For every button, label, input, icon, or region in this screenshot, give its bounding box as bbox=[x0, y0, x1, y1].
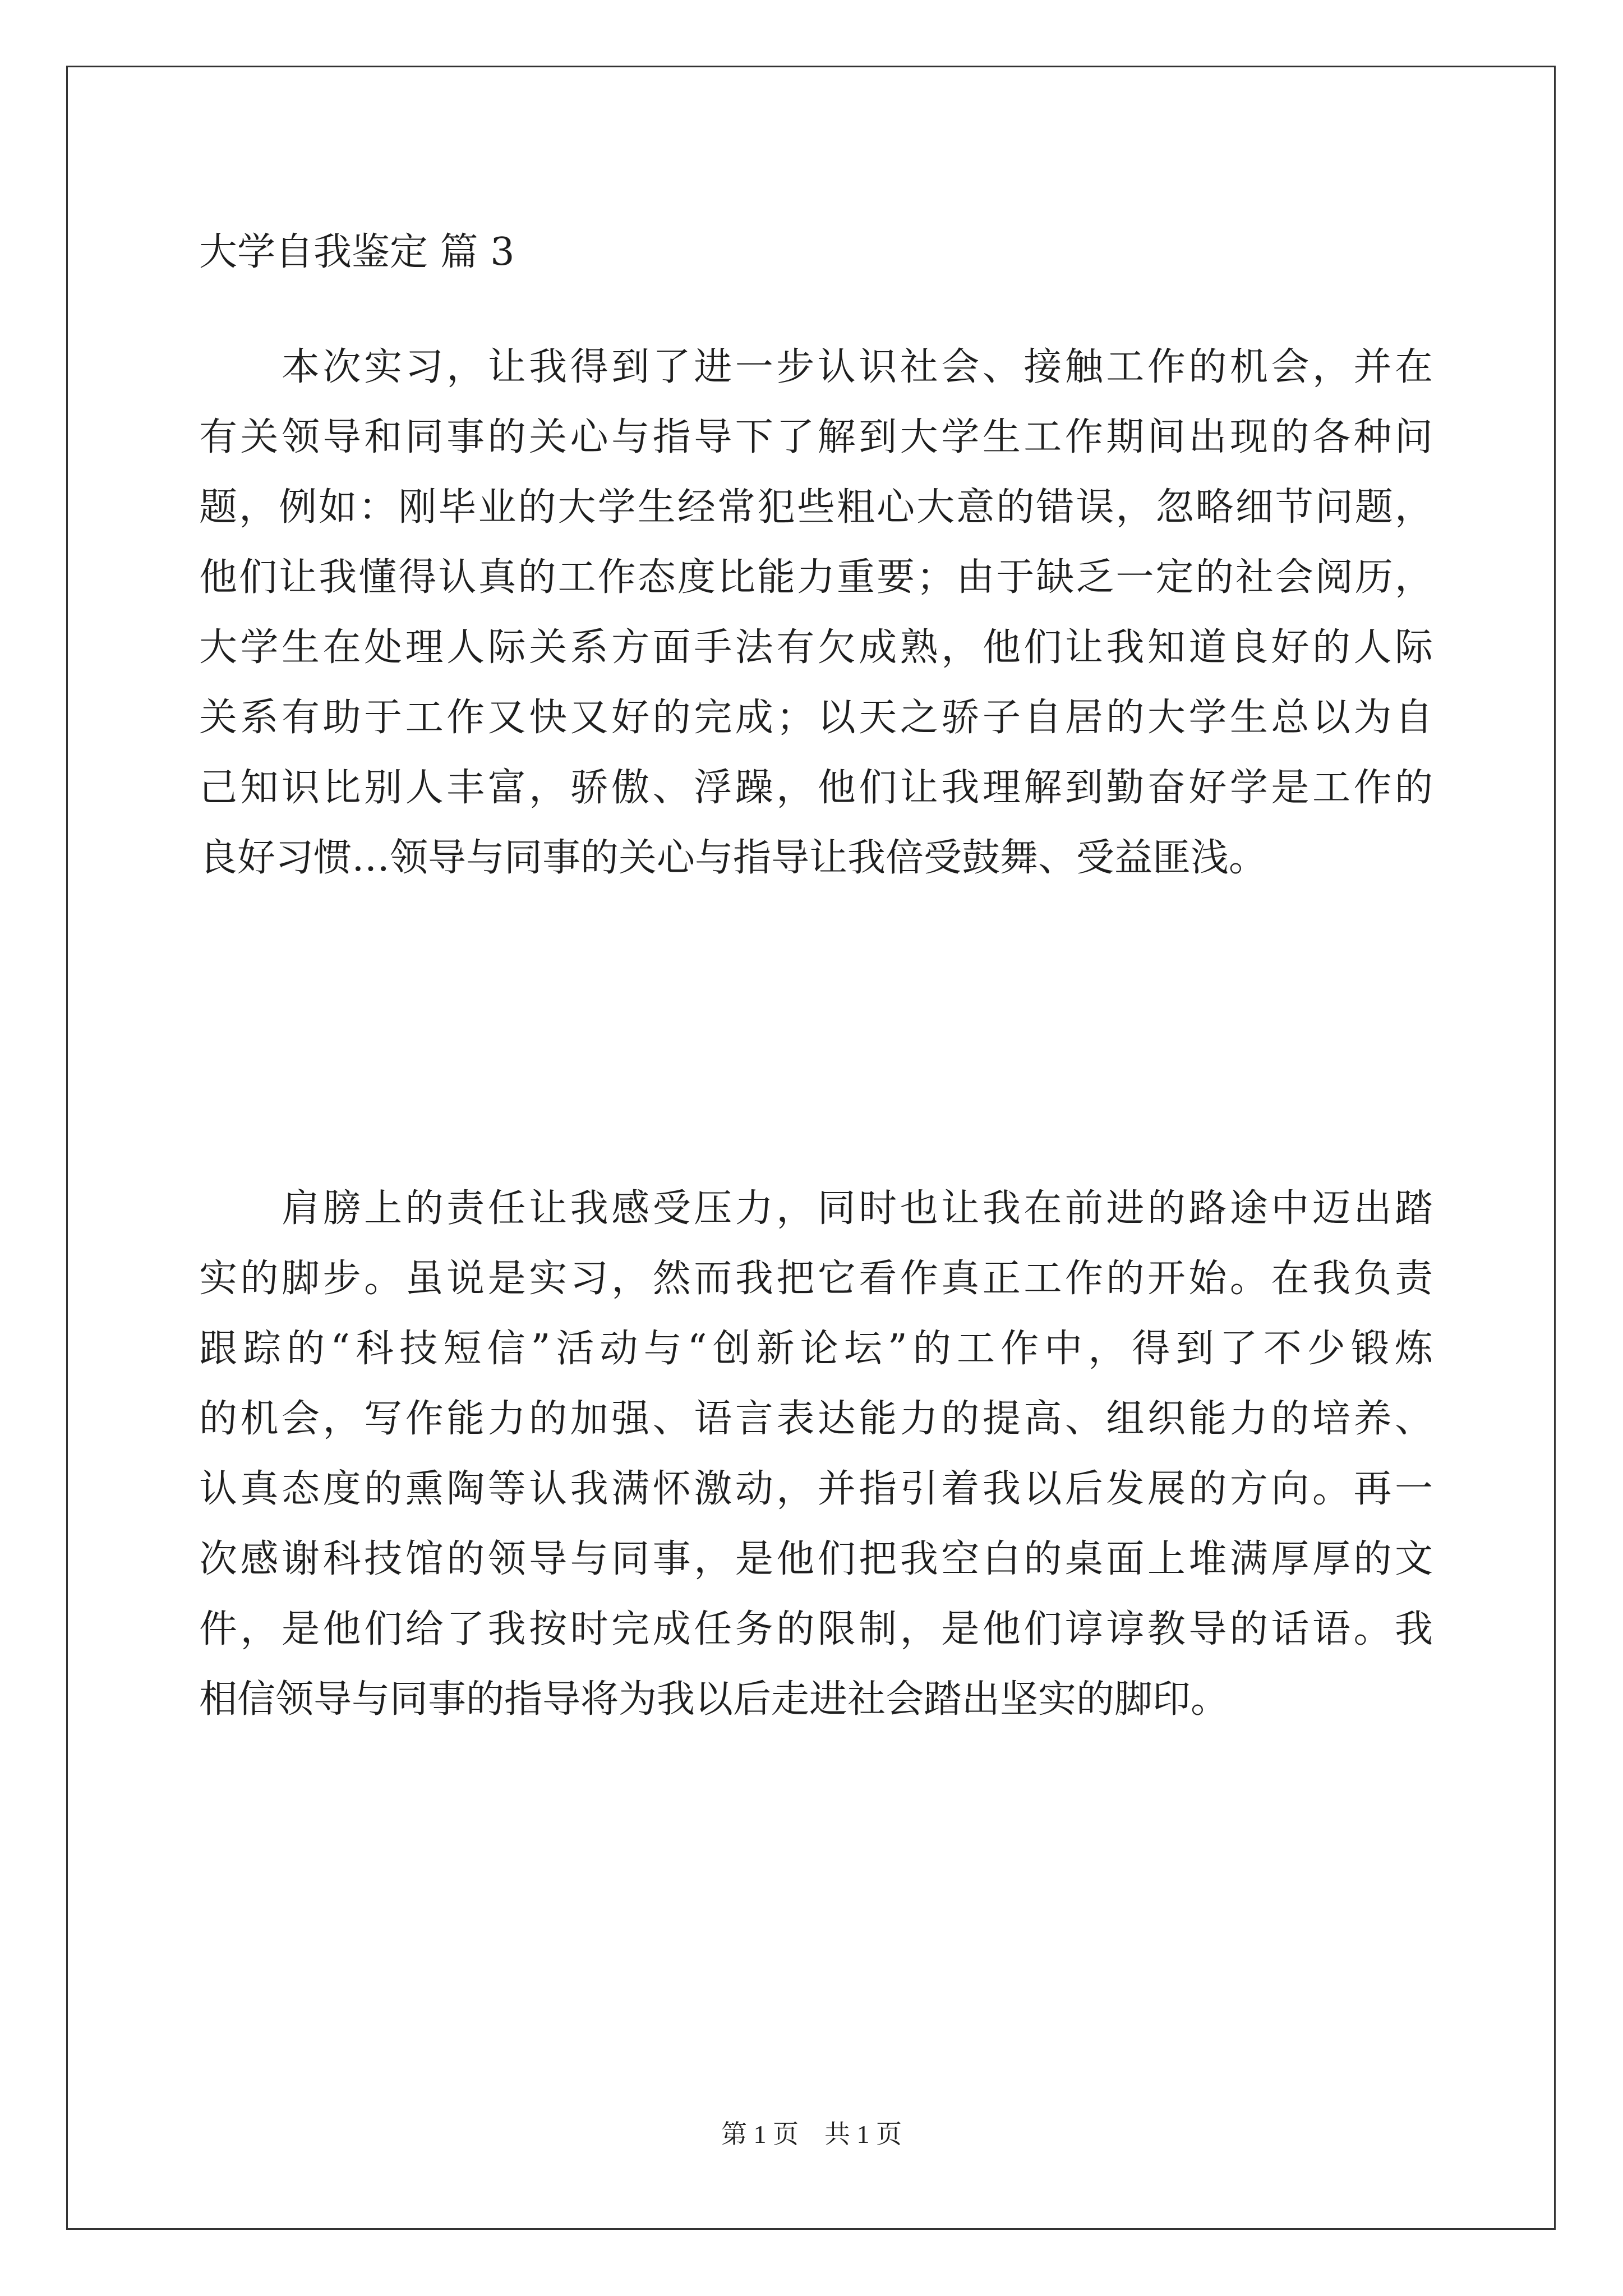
document-title: 大学自我鉴定 篇 3 bbox=[199, 230, 515, 274]
text-line: 的机会，写作能力的加强、语言表达能力的提高、组织能力的培养、 bbox=[199, 1397, 1433, 1441]
text-line: 己知识比别人丰富，骄傲、浮躁，他们让我理解到勤奋好学是工作的 bbox=[199, 766, 1433, 810]
text-line: 跟踪的“科技短信”活动与“创新论坛”的工作中，得到了不少锻炼 bbox=[199, 1327, 1433, 1371]
text-line: 相信领导与同事的指导将为我以后走进社会踏出坚实的脚印。 bbox=[199, 1677, 1229, 1722]
text-line: 件，是他们给了我按时完成任务的限制，是他们谆谆教导的话语。我 bbox=[199, 1607, 1433, 1651]
text-line: 关系有助于工作又快又好的完成；以天之骄子自居的大学生总以为自 bbox=[199, 696, 1433, 740]
text-line: 题，例如：刚毕业的大学生经常犯些粗心大意的错误，忽略细节问题， bbox=[199, 485, 1433, 530]
text-line: 本次实习，让我得到了进一步认识社会、接触工作的机会，并在 bbox=[199, 345, 1433, 389]
text-line: 认真态度的熏陶等认我满怀激动，并指引着我以后发展的方向。再一 bbox=[199, 1467, 1433, 1511]
text-line: 大学生在处理人际关系方面手法有欠成熟，他们让我知道良好的人际 bbox=[199, 625, 1433, 670]
text-line: 实的脚步。虽说是实习，然而我把它看作真正工作的开始。在我负责 bbox=[199, 1257, 1433, 1301]
text-line: 有关领导和同事的关心与指导下了解到大学生工作期间出现的各种问 bbox=[199, 415, 1433, 459]
text-line: 次感谢科技馆的领导与同事，是他们把我空白的桌面上堆满厚厚的文 bbox=[199, 1537, 1433, 1581]
text-line: 他们让我懂得认真的工作态度比能力重要；由于缺乏一定的社会阅历， bbox=[199, 555, 1433, 600]
page-footer: 第 1 页 共 1 页 bbox=[721, 2120, 902, 2148]
text-line: 肩膀上的责任让我感受压力，同时也让我在前进的路途中迈出踏 bbox=[199, 1186, 1433, 1231]
text-line: 良好习惯…领导与同事的关心与指导让我倍受鼓舞、受益匪浅。 bbox=[199, 836, 1267, 880]
